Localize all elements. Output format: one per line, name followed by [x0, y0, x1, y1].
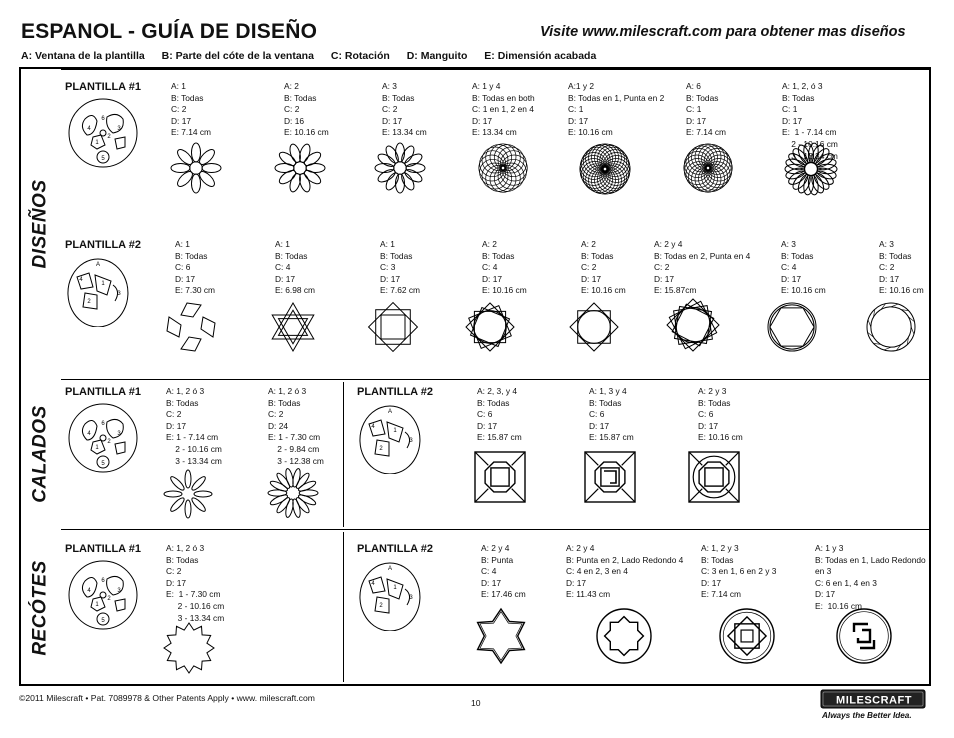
section-divider: [61, 379, 929, 380]
svg-text:1: 1: [95, 140, 99, 146]
page-number: 10: [471, 698, 481, 708]
section-calados: CALADOS: [30, 405, 52, 503]
svg-text:1: 1: [393, 428, 397, 434]
svg-text:2: 2: [87, 299, 91, 305]
template-2-illustration: [67, 255, 129, 327]
flower-design-icon: [373, 141, 427, 195]
copyright: ©2011 Milescraft • Pat. 7089978 & Other Patents Apply • www. milescraft.com: [19, 693, 315, 703]
spec-block: A: 1, 2 ó 3 B: Todas C: 2 D: 17 E: 1 - 7.30 cm 2 - 10.16 cm 3 - 13.34 cm: [166, 543, 225, 623]
svg-text:3: 3: [117, 126, 121, 132]
design-guide-frame: [19, 67, 931, 686]
spec-block: A: 1 y 3 B: Todas en 1, Lado Redondo en 3 C: 6 en 1, 4 en 3 D: 17 E: 10.16 cm: [815, 543, 926, 611]
lattice-ring-design-icon: [577, 141, 633, 197]
legend-d: D: Manguito: [406, 50, 468, 62]
legend-b: B: Parte del cóte de la ventana: [161, 50, 314, 62]
multi-star-design-icon: [665, 297, 721, 353]
svg-text:A: A: [387, 409, 393, 415]
spec-block: A: 1, 2 y 3 B: Todas C: 3 en 1, 6 en 2 y 3 D: 17 E: 7.14 cm: [701, 543, 777, 600]
octagram-design-icon: [464, 301, 516, 353]
svg-text:2: 2: [379, 603, 383, 609]
spec-block: A: 1 B: Todas C: 6 D: 17 E: 7.30 cm: [175, 239, 216, 296]
svg-text:3: 3: [409, 595, 413, 601]
plantilla-1-label: PLANTILLA #1: [65, 81, 141, 93]
spec-block: A: 1, 2 ó 3 B: Todas C: 2 D: 24 E: 1 - 7.30 cm 2 - 9.84 cm 3 - 12.38 cm: [268, 386, 324, 466]
svg-text:5: 5: [101, 461, 105, 467]
svg-text:3: 3: [117, 291, 121, 297]
inlay-square-icon: [472, 449, 528, 505]
inlay-flower-icon: [265, 465, 321, 521]
inlay-square-icon: [686, 449, 742, 505]
svg-text:A: A: [95, 262, 101, 268]
cutout-ring-icon: [718, 607, 776, 665]
template-2-illustration: [359, 559, 421, 631]
svg-text:4: 4: [87, 588, 91, 594]
page-title: ESPANOL - GUÍA DE DISEÑO: [21, 20, 318, 43]
website-note: Visite www.milescraft.com para obtener mas diseños: [540, 24, 906, 40]
template-1-illustration: [67, 402, 139, 474]
svg-text:1: 1: [95, 602, 99, 608]
svg-text:5: 5: [101, 618, 105, 624]
ring-design-icon: [865, 301, 917, 353]
flower-design-icon: [273, 141, 327, 195]
lattice-ring-design-icon: [476, 141, 530, 195]
svg-text:2: 2: [107, 596, 111, 602]
svg-text:3: 3: [117, 588, 121, 594]
plantilla-2-label: PLANTILLA #2: [357, 543, 433, 555]
spec-block: A: 2 B: Todas C: 4 D: 17 E: 10.16 cm: [482, 239, 527, 296]
flower-design-icon: [783, 141, 839, 197]
spec-block: A: 3 B: Todas C: 2 D: 17 E: 10.16 cm: [879, 239, 924, 296]
section-recotes: RECÓTES: [30, 559, 52, 656]
legend: [21, 50, 610, 62]
svg-text:3: 3: [117, 431, 121, 437]
spec-block: A: 2 B: Todas C: 2 D: 17 E: 10.16 cm: [581, 239, 626, 296]
spec-block: A: 6 B: Todas C: 1 D: 17 E: 7.14 cm: [686, 81, 727, 138]
spec-block: A: 1, 3 y 4 B: Todas C: 6 D: 17 E: 15.87 cm: [589, 386, 634, 443]
section-divider: [61, 529, 929, 530]
svg-text:4: 4: [87, 431, 91, 437]
svg-text:4: 4: [371, 424, 375, 430]
divider: [343, 532, 344, 682]
plantilla-1-label: PLANTILLA #1: [65, 386, 141, 398]
spec-block: A: 3 B: Todas C: 2 D: 17 E: 13.34 cm: [382, 81, 427, 138]
spec-block: A: 2 y 4 B: Todas en 2, Punta en 4 C: 2 D: 17 E: 15.87cm: [654, 239, 751, 296]
svg-text:2: 2: [107, 134, 111, 140]
template-1-illustration: [67, 97, 139, 169]
svg-text:4: 4: [87, 126, 91, 132]
flower-design-icon: [169, 141, 223, 195]
inlay-square-icon: [582, 449, 638, 505]
divider: [61, 69, 929, 70]
plantilla-2-label: PLANTILLA #2: [65, 239, 141, 251]
legend-c: C: Rotación: [330, 50, 390, 62]
milescraft-logo: [820, 689, 928, 709]
svg-text:4: 4: [371, 581, 375, 587]
template-1-illustration: [67, 559, 139, 631]
svg-text:2: 2: [107, 439, 111, 445]
spec-block: A: 1, 2, ó 3 B: Todas C: 1 D: 17 E: 1 - 7.14 cm 2 - 10.16 cm 3 - 13.34 cm: [782, 81, 838, 161]
plantilla-1-label: PLANTILLA #1: [65, 543, 141, 555]
svg-text:5: 5: [101, 156, 105, 162]
cutout-ring-icon: [835, 607, 893, 665]
spec-block: A: 1 B: Todas C: 3 D: 17 E: 7.62 cm: [380, 239, 421, 296]
divider: [343, 382, 344, 527]
spec-block: A: 2 y 4 B: Punta en 2, Lado Redondo 4 C: 4 en 2, 3 en 4 D: 17 E: 11.43 cm: [566, 543, 684, 600]
hexagon-ring-design-icon: [766, 301, 818, 353]
tagline: Always the Better Idea.: [822, 711, 912, 720]
inlay-flower-icon: [161, 467, 215, 521]
template-2-illustration: [359, 402, 421, 474]
svg-text:3: 3: [409, 438, 413, 444]
svg-text:1: 1: [393, 585, 397, 591]
svg-text:MILESCRAFT: MILESCRAFT: [836, 694, 912, 707]
pinwheel-design-icon: [165, 301, 217, 353]
spec-block: A: 1 y 4 B: Todas en both C: 1 en 1, 2 en 4 D: 17 E: 13.34 cm: [472, 81, 535, 138]
spec-block: A: 1 B: Todas C: 4 D: 17 E: 6.98 cm: [275, 239, 316, 296]
spec-block: A: 1, 2 ó 3 B: Todas C: 2 D: 17 E: 1 - 7.14 cm 2 - 10.16 cm 3 - 13.34 cm: [166, 386, 222, 466]
svg-text:1: 1: [101, 281, 105, 287]
spec-block: A: 2 y 4 B: Punta C: 4 D: 17 E: 17.46 cm: [481, 543, 526, 600]
cutout-star-icon: [472, 607, 530, 665]
lattice-ring-design-icon: [681, 141, 735, 195]
legend-e: E: Dimensión acabada: [484, 50, 597, 62]
svg-text:1: 1: [95, 445, 99, 451]
section-disenos: DISEÑOS: [30, 179, 51, 269]
cutout-ring-icon: [595, 607, 653, 665]
spec-block: A: 2 B: Todas C: 2 D: 16 E: 10.16 cm: [284, 81, 329, 138]
svg-text:6: 6: [101, 578, 105, 584]
plantilla-2-label: PLANTILLA #2: [357, 386, 433, 398]
cutout-star-icon: [162, 621, 216, 675]
star-of-david-design-icon: [267, 301, 319, 353]
spec-block: A: 1 B: Todas C: 2 D: 17 E: 7.14 cm: [171, 81, 212, 138]
woven-square-design-icon: [367, 301, 419, 353]
svg-text:2: 2: [379, 446, 383, 452]
svg-text:A: A: [387, 566, 393, 572]
spec-block: A:1 y 2 B: Todas en 1, Punta en 2 C: 1 D: 17 E: 10.16 cm: [568, 81, 665, 138]
svg-text:4: 4: [79, 277, 83, 283]
spec-block: A: 2, 3, y 4 B: Todas C: 6 D: 17 E: 15.87 cm: [477, 386, 522, 443]
spec-block: A: 3 B: Todas C: 4 D: 17 E: 10.16 cm: [781, 239, 826, 296]
svg-text:6: 6: [101, 116, 105, 122]
spec-block: A: 2 y 3 B: Todas C: 6 D: 17 E: 10.16 cm: [698, 386, 743, 443]
legend-a: A: Ventana de la plantilla: [21, 50, 145, 62]
octagram-design-icon: [568, 301, 620, 353]
svg-text:6: 6: [101, 421, 105, 427]
